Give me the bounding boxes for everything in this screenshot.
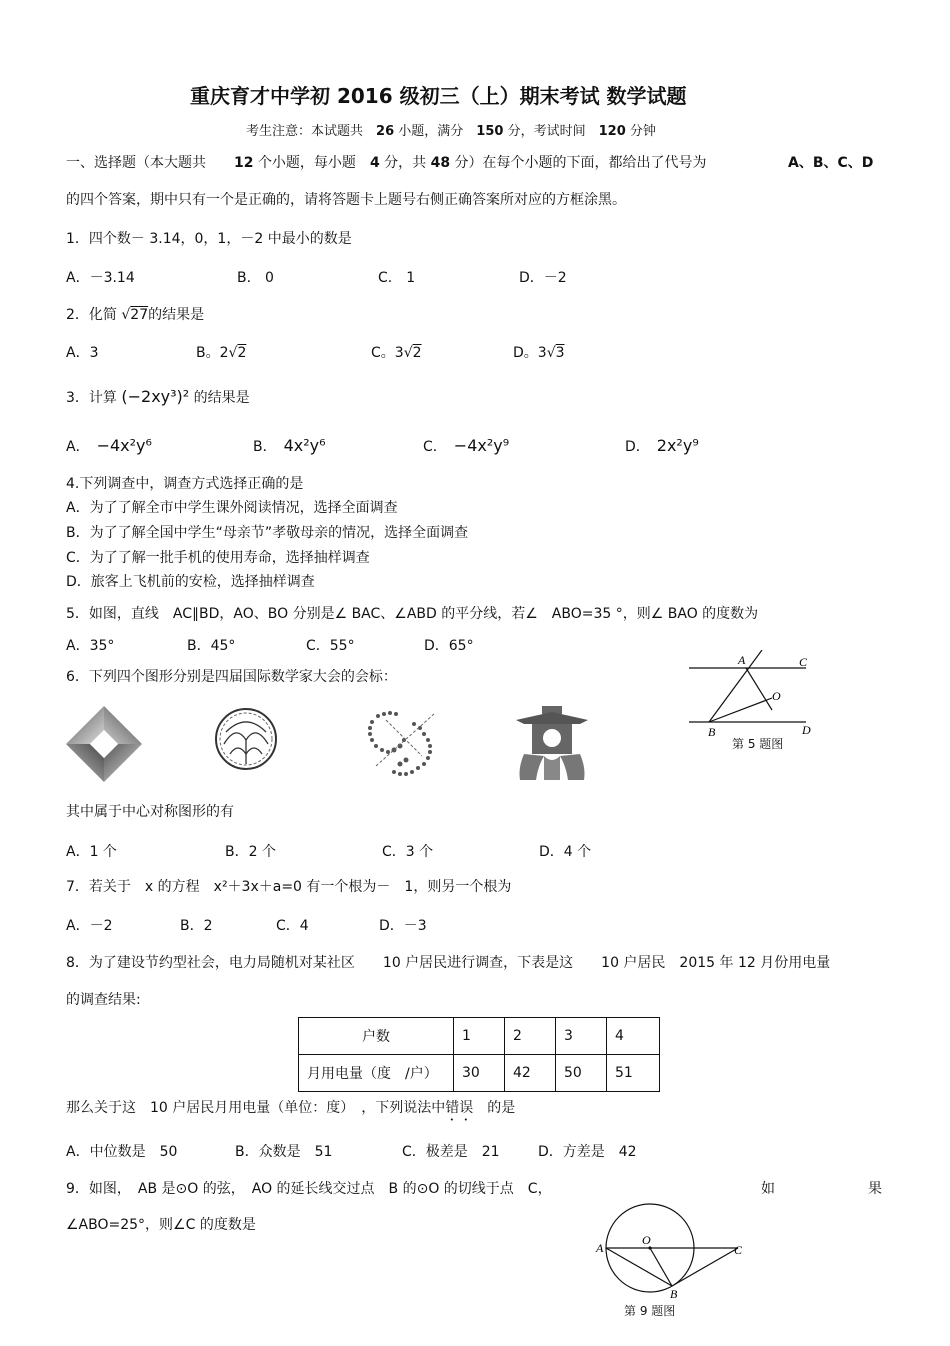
page-title: 重庆育才中学初 2016 级初三（上）期末考试 数学试题 <box>190 84 687 108</box>
q6-option-a: A．1 个 <box>66 844 117 860</box>
q9-label-b: B <box>670 1287 678 1301</box>
q6-after: 其中属于中心对称图形的有 <box>66 804 234 820</box>
q8-line1: 8．为了建设节约型社会，电力局随机对某社区 10 户居民进行调查，下表是这 10 户居民 2015 年 12 月份用电量 <box>66 955 831 971</box>
q2-stem: 2．化简 √27的结果是 <box>66 307 205 323</box>
q7-option-d: D．－3 <box>379 918 427 934</box>
table-row <box>299 1055 660 1092</box>
table-cell: 42 <box>505 1055 556 1092</box>
emblem-pinwheel-image <box>66 706 142 782</box>
q8-option-d: D．方差是 42 <box>538 1144 637 1160</box>
table-cell: 3 <box>556 1018 607 1055</box>
q6-option-c: C．3 个 <box>382 844 434 860</box>
table-cell: 2 <box>505 1018 556 1055</box>
table-cell: 51 <box>607 1055 660 1092</box>
q3-option-b: B． 4x²y⁶ <box>253 436 326 455</box>
q2-option-a: A．3 <box>66 345 99 361</box>
q9-label-a: A <box>596 1241 604 1255</box>
q8-option-b: B．众数是 51 <box>235 1144 333 1160</box>
q4-stem: 4.下列调查中，调查方式选择正确的是 <box>66 476 304 492</box>
q3-option-a: A． −4x²y⁶ <box>66 436 152 455</box>
q7-option-b: B．2 <box>180 918 213 934</box>
q5-label-b: B <box>708 725 716 739</box>
q7-option-c: C．4 <box>276 918 309 934</box>
section-instructions-line1: 一、选择题（本大题共 12 个小题，每小题 4 分，共 48 分）在每个小题的下面，都给出了代号为 <box>66 155 707 171</box>
table-cell: 月用电量（度 /户） <box>299 1055 454 1092</box>
q8-after: 那么关于这 10 户居民月用电量（单位：度） ，下列说法中错误 的是 <box>66 1100 516 1116</box>
q8-option-c: C．极差是 21 <box>402 1144 500 1160</box>
q4-option-a: A．为了了解全市中学生课外阅读情况，选择全面调查 <box>66 500 398 516</box>
q1-option-b: B. 0 <box>237 270 274 286</box>
q4-option-c: C．为了了解一批手机的使用寿命，选择抽样调查 <box>66 550 370 566</box>
q1-option-d: D．－2 <box>519 270 567 286</box>
q1-option-a: A．－3.14 <box>66 270 135 286</box>
q6-option-d: D．4 个 <box>539 844 592 860</box>
q5-label-a: A <box>738 653 746 667</box>
q3-stem: 3．计算 (−2xy³)² 的结果是 <box>66 387 250 406</box>
q9-line1: 9．如图， AB 是⊙O 的弦， AO 的延长线交过点 B 的⊙O 的切线于点 C， <box>66 1181 552 1197</box>
table-cell: 50 <box>556 1055 607 1092</box>
table-cell: 30 <box>454 1055 505 1092</box>
q3-option-d: D． 2x²y⁹ <box>625 436 699 455</box>
table-cell: 4 <box>607 1018 660 1055</box>
table-row <box>299 1018 660 1055</box>
q8-option-a: A．中位数是 50 <box>66 1144 178 1160</box>
q7-stem: 7．若关于 x 的方程 x²＋3x＋a=0 有一个根为－ 1，则另一个根为 <box>66 879 512 895</box>
q5-option-c: C．55° <box>306 638 355 654</box>
q5-stem: 5．如图，直线 AC∥BD，AO、BO 分别是∠ BAC、∠ABD 的平分线，若∠ ABO=35 °，则∠ BAO 的度数为 <box>66 606 759 622</box>
q5-figure-caption: 第 5 题图 <box>732 737 784 751</box>
emblem-pagoda-image <box>514 706 590 782</box>
q6-option-b: B．2 个 <box>225 844 276 860</box>
q9-label-c: C <box>734 1243 743 1257</box>
q1-stem: 1．四个数－ 3.14，0，1，－2 中最小的数是 <box>66 231 352 247</box>
q9-line2: ∠ABO=25°，则∠C 的度数是 <box>66 1217 256 1233</box>
q9-figure-caption: 第 9 题图 <box>624 1304 676 1318</box>
table-cell: 1 <box>454 1018 505 1055</box>
q7-option-a: A．－2 <box>66 918 113 934</box>
q5-option-a: A．35° <box>66 638 115 654</box>
q9-line1-tail-1: 如 <box>761 1181 775 1197</box>
table-cell: 户数 <box>299 1018 454 1055</box>
answer-codes: A、B、C、D <box>788 155 874 171</box>
q3-option-c: C． −4x²y⁹ <box>423 436 510 455</box>
q5-label-c: C <box>799 655 808 669</box>
q6-stem: 6．下列四个图形分别是四届国际数学家大会的会标： <box>66 669 397 685</box>
q8-line2: 的调查结果: <box>66 992 141 1008</box>
q2-option-d: D。3√3 <box>513 345 565 361</box>
q2-option-b: B。2√2 <box>196 345 247 361</box>
q5-option-b: B．45° <box>187 638 236 654</box>
q9-figure <box>594 1198 754 1302</box>
q5-option-d: D．65° <box>424 638 474 654</box>
emblem-dotted-spiral-image <box>364 706 440 782</box>
emblem-circle-arcs-image <box>214 702 278 776</box>
q8-table <box>298 1017 660 1092</box>
q4-option-d: D．旅客上飞机前的安检，选择抽样调查 <box>66 574 315 590</box>
q9-label-o: O <box>642 1233 651 1247</box>
section-instructions-line2: 的四个答案，期中只有一个是正确的，请将答题卡上题号右侧正确答案所对应的方框涂黑。 <box>66 192 626 208</box>
q5-label-d: D <box>802 723 811 737</box>
exam-notice: 考生注意：本试题共 26 小题，满分 150 分，考试时间 120 分钟 <box>246 124 656 139</box>
q1-option-c: C. 1 <box>378 270 416 286</box>
q9-line1-tail-2: 果 <box>868 1181 882 1197</box>
q2-option-c: C。3√2 <box>371 345 422 361</box>
q4-option-b: B．为了了解全国中学生“母亲节”孝敬母亲的情况，选择全面调查 <box>66 525 469 541</box>
q5-label-o: O <box>772 689 781 703</box>
